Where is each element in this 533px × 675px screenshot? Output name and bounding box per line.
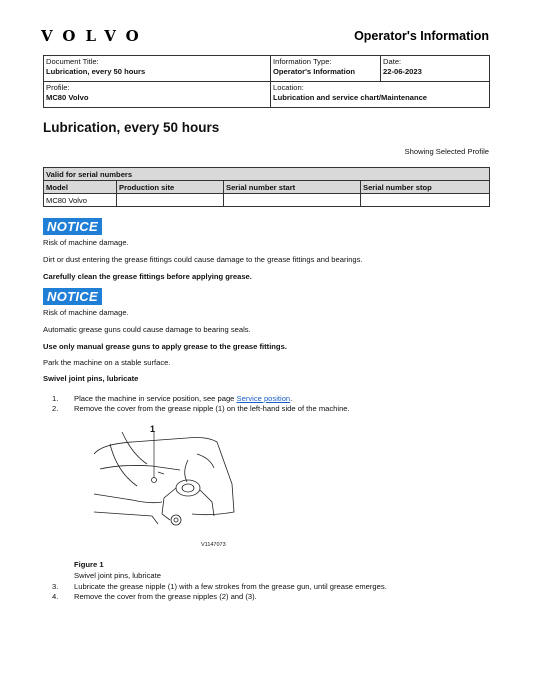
figure-caption: Swivel joint pins, lubricate bbox=[74, 571, 161, 580]
step-number: 1. bbox=[52, 394, 59, 403]
figure-label: Figure 1 bbox=[74, 560, 104, 569]
step-text bbox=[74, 394, 292, 403]
figure-code: V1147073 bbox=[201, 542, 226, 548]
location-label: Location: bbox=[273, 83, 304, 92]
step-number: 4. bbox=[52, 592, 59, 601]
swivel-joint-illustration bbox=[92, 424, 240, 550]
notice1-risk: Risk of machine damage. bbox=[43, 238, 129, 247]
step-number: 3. bbox=[52, 582, 59, 591]
step-3-text: Lubricate the grease nipple (1) with a few strokes from the grease gun, until grease emerges. bbox=[74, 582, 387, 591]
step-number: 2. bbox=[52, 404, 59, 413]
info-type-cell bbox=[271, 56, 381, 82]
volvo-logo: VOLVO bbox=[41, 27, 149, 45]
serial-cell-production-site bbox=[117, 194, 224, 207]
profile-cell bbox=[44, 82, 271, 108]
location-value: Lubrication and service chart/Maintenance bbox=[273, 93, 428, 102]
step-2-text: Remove the cover from the grease nipple (1) on the left-hand side of the machine. bbox=[74, 404, 350, 413]
figure-callout-1: 1 bbox=[150, 424, 156, 434]
location-cell bbox=[271, 82, 490, 108]
serial-header-start: Serial number start bbox=[224, 181, 361, 194]
date-value: 22-06-2023 bbox=[383, 67, 422, 76]
serial-cell-start bbox=[224, 194, 361, 207]
park-instruction: Park the machine on a stable surface. bbox=[43, 358, 171, 367]
page-title: Lubrication, every 50 hours bbox=[43, 120, 220, 135]
document-info-table bbox=[43, 55, 490, 108]
profile-label: Profile: bbox=[46, 83, 70, 92]
notice-badge: NOTICE bbox=[43, 288, 102, 305]
step-4-text: Remove the cover from the grease nipples (2) and (3). bbox=[74, 592, 257, 601]
notice1-instruction: Carefully clean the grease fittings before applying grease. bbox=[43, 272, 252, 281]
info-type-value: Operator's Information bbox=[273, 67, 355, 76]
serial-header-production-site: Production site bbox=[117, 181, 224, 194]
showing-profile-text: Showing Selected Profile bbox=[404, 147, 489, 156]
date-label: Date: bbox=[383, 57, 402, 66]
serial-header-stop: Serial number stop bbox=[361, 181, 490, 194]
service-position-link[interactable]: Service position bbox=[236, 394, 291, 403]
date-cell bbox=[381, 56, 490, 82]
notice2-risk: Risk of machine damage. bbox=[43, 308, 129, 317]
document-type-heading: Operator's Information bbox=[354, 29, 489, 43]
notice-badge: NOTICE bbox=[43, 218, 102, 235]
doc-title-cell bbox=[44, 56, 271, 82]
serial-header-model: Model bbox=[44, 181, 117, 194]
notice1-description: Dirt or dust entering the grease fittings could cause damage to the grease fittings and bearings. bbox=[43, 255, 363, 264]
notice2-instruction: Use only manual grease guns to apply grease to the grease fittings. bbox=[43, 342, 287, 351]
serial-cell-stop bbox=[361, 194, 490, 207]
profile-value: MC80 Volvo bbox=[46, 93, 89, 102]
serial-table-caption: Valid for serial numbers bbox=[44, 168, 490, 181]
step-1-text: Place the machine in service position, see page bbox=[74, 394, 237, 403]
notice2-description: Automatic grease guns could cause damage to bearing seals. bbox=[43, 325, 251, 334]
info-type-label: Information Type: bbox=[273, 57, 332, 66]
step-1-tail: . bbox=[290, 394, 293, 403]
doc-title-label: Document Title: bbox=[46, 57, 99, 66]
serial-number-table bbox=[43, 167, 490, 207]
doc-title-value: Lubrication, every 50 hours bbox=[46, 67, 146, 76]
section-heading: Swivel joint pins, lubricate bbox=[43, 374, 139, 383]
serial-cell-model: MC80 Volvo bbox=[44, 194, 117, 207]
